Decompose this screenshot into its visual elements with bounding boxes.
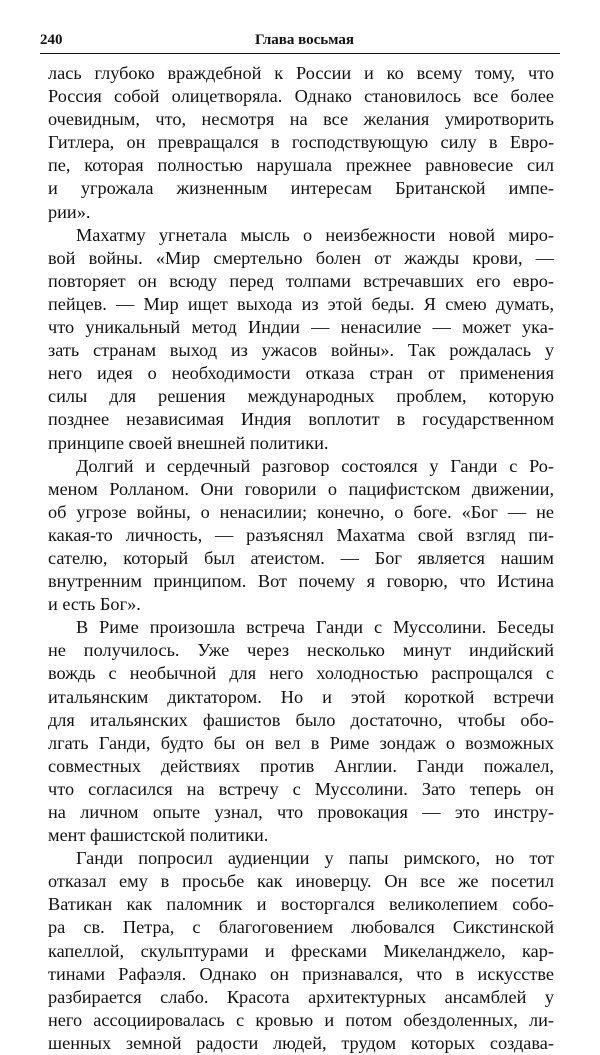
text-line: В Риме произошла встреча Ганди с Муссолини. Беседы (76, 617, 554, 638)
text-line: Россия собой олицетворяла. Однако становилось все более (48, 86, 555, 107)
text-line: и есть Бог». (48, 594, 141, 615)
running-header (40, 30, 560, 52)
text-line: мент фашистской политики. (48, 825, 269, 846)
text-line: меном Ролланом. Они говорили о пацифистском движении, (48, 478, 555, 499)
text-line: Ганди попросил аудиенции у папы римского, но тот (76, 848, 554, 869)
paragraph (48, 616, 554, 847)
text-line: не получилось. Уже через несколько минут индийский (48, 640, 555, 661)
text-line: что согласился на встречу с Муссолини. Зато теперь он (48, 778, 554, 799)
text-line: вождь с необычной для него холодностью распрощался с (48, 663, 554, 684)
text-line: вой войны. «Мир смертельно болен от жажды крови, — (48, 247, 555, 268)
text-line: повторяет он всюду перед толпами встречавших его евро- (48, 270, 554, 291)
chapter-title: Глава восьмая (255, 32, 354, 48)
text-line: сателю, который был атеистом. — Бог является нашим (48, 547, 555, 568)
text-line: силы для решения международных проблем, которую (48, 386, 554, 407)
text-line: внутренним принципом. Вот почему я говорю, что Истина (48, 571, 555, 592)
text-line: отказал ему в просьбе как иноверцу. Он все же посетил (48, 871, 554, 892)
paragraph (48, 62, 554, 224)
paragraph (48, 224, 554, 455)
text-line: итальянским диктатором. Но и этой короткой встречи (48, 686, 554, 707)
page-number: 240 (40, 32, 63, 48)
text-line: ра св. Петра, с благоговением любовался Сикстинской (48, 917, 554, 938)
text-line: позднее независимая Индия воплотит в государственном (48, 409, 555, 430)
paragraph (48, 847, 554, 1055)
text-line: рии». (48, 201, 91, 222)
text-line: Ватикан как паломник и восторгался великолепием собо- (48, 894, 554, 915)
text-line: и угрожала жизненным интересам Британской импе- (48, 178, 555, 199)
text-line: очевидным, что, несмотря на все желания умиротворить (48, 109, 555, 130)
text-line: Гитлера, он превращался в господствующую силу в Евро- (48, 132, 555, 153)
text-line: капеллой, скульптурами и фресками Микеланджело, кар- (48, 940, 554, 961)
text-line: об угрозе войны, о ненасилии; конечно, о боге. «Бог — не (48, 501, 554, 522)
text-line: Долгий и сердечный разговор состоялся у Ганди с Ро- (76, 455, 555, 476)
header-rule (40, 53, 560, 54)
text-line: лгать Ганди, будто бы он вел в Риме зондаж о возможных (48, 732, 555, 753)
text-line: зать странам выход из ужасов войны». Так рождалась у (48, 340, 554, 361)
text-line: принципе своей внешней политики. (48, 432, 329, 453)
body-text (48, 62, 554, 1055)
text-line: совместных действиях против Англии. Ганди пожалел, (48, 755, 554, 776)
text-line: него ассоциировалась с кровью и потом обездоленных, ли- (48, 1009, 554, 1030)
text-line: на личном опыте узнал, что провокация — это инстру- (48, 802, 554, 822)
text-line: Махатму угнетала мысль о неизбежности новой миро- (76, 224, 554, 245)
text-line: разбирается слабо. Красота архитектурных ансамблей у (48, 986, 555, 1007)
text-line: пейцев. — Мир ищет выхода из этой беды. Я смею думать, (48, 293, 555, 314)
text-line: шенных земной радости людей, трудом которых создава- (48, 1032, 554, 1053)
text-line: него идея о необходимости отказа стран от применения (48, 363, 554, 384)
text-line: что уникальный метод Индии — ненасилие — может ука- (48, 317, 554, 338)
text-line: тинами Рафаэля. Однако он признавался, что в искусстве (48, 963, 554, 984)
text-line: лась глубоко враждебной к России и ко всему тому, что (48, 63, 555, 83)
text-line: пе, которая полностью нарушала прежнее равновесие сил (48, 155, 554, 176)
text-line: какая-то личность, — разъяснял Махатма свой взгляд пи- (48, 524, 554, 545)
paragraph (48, 455, 554, 617)
text-line: для итальянских фашистов было достаточно, чтобы обо- (48, 709, 555, 730)
